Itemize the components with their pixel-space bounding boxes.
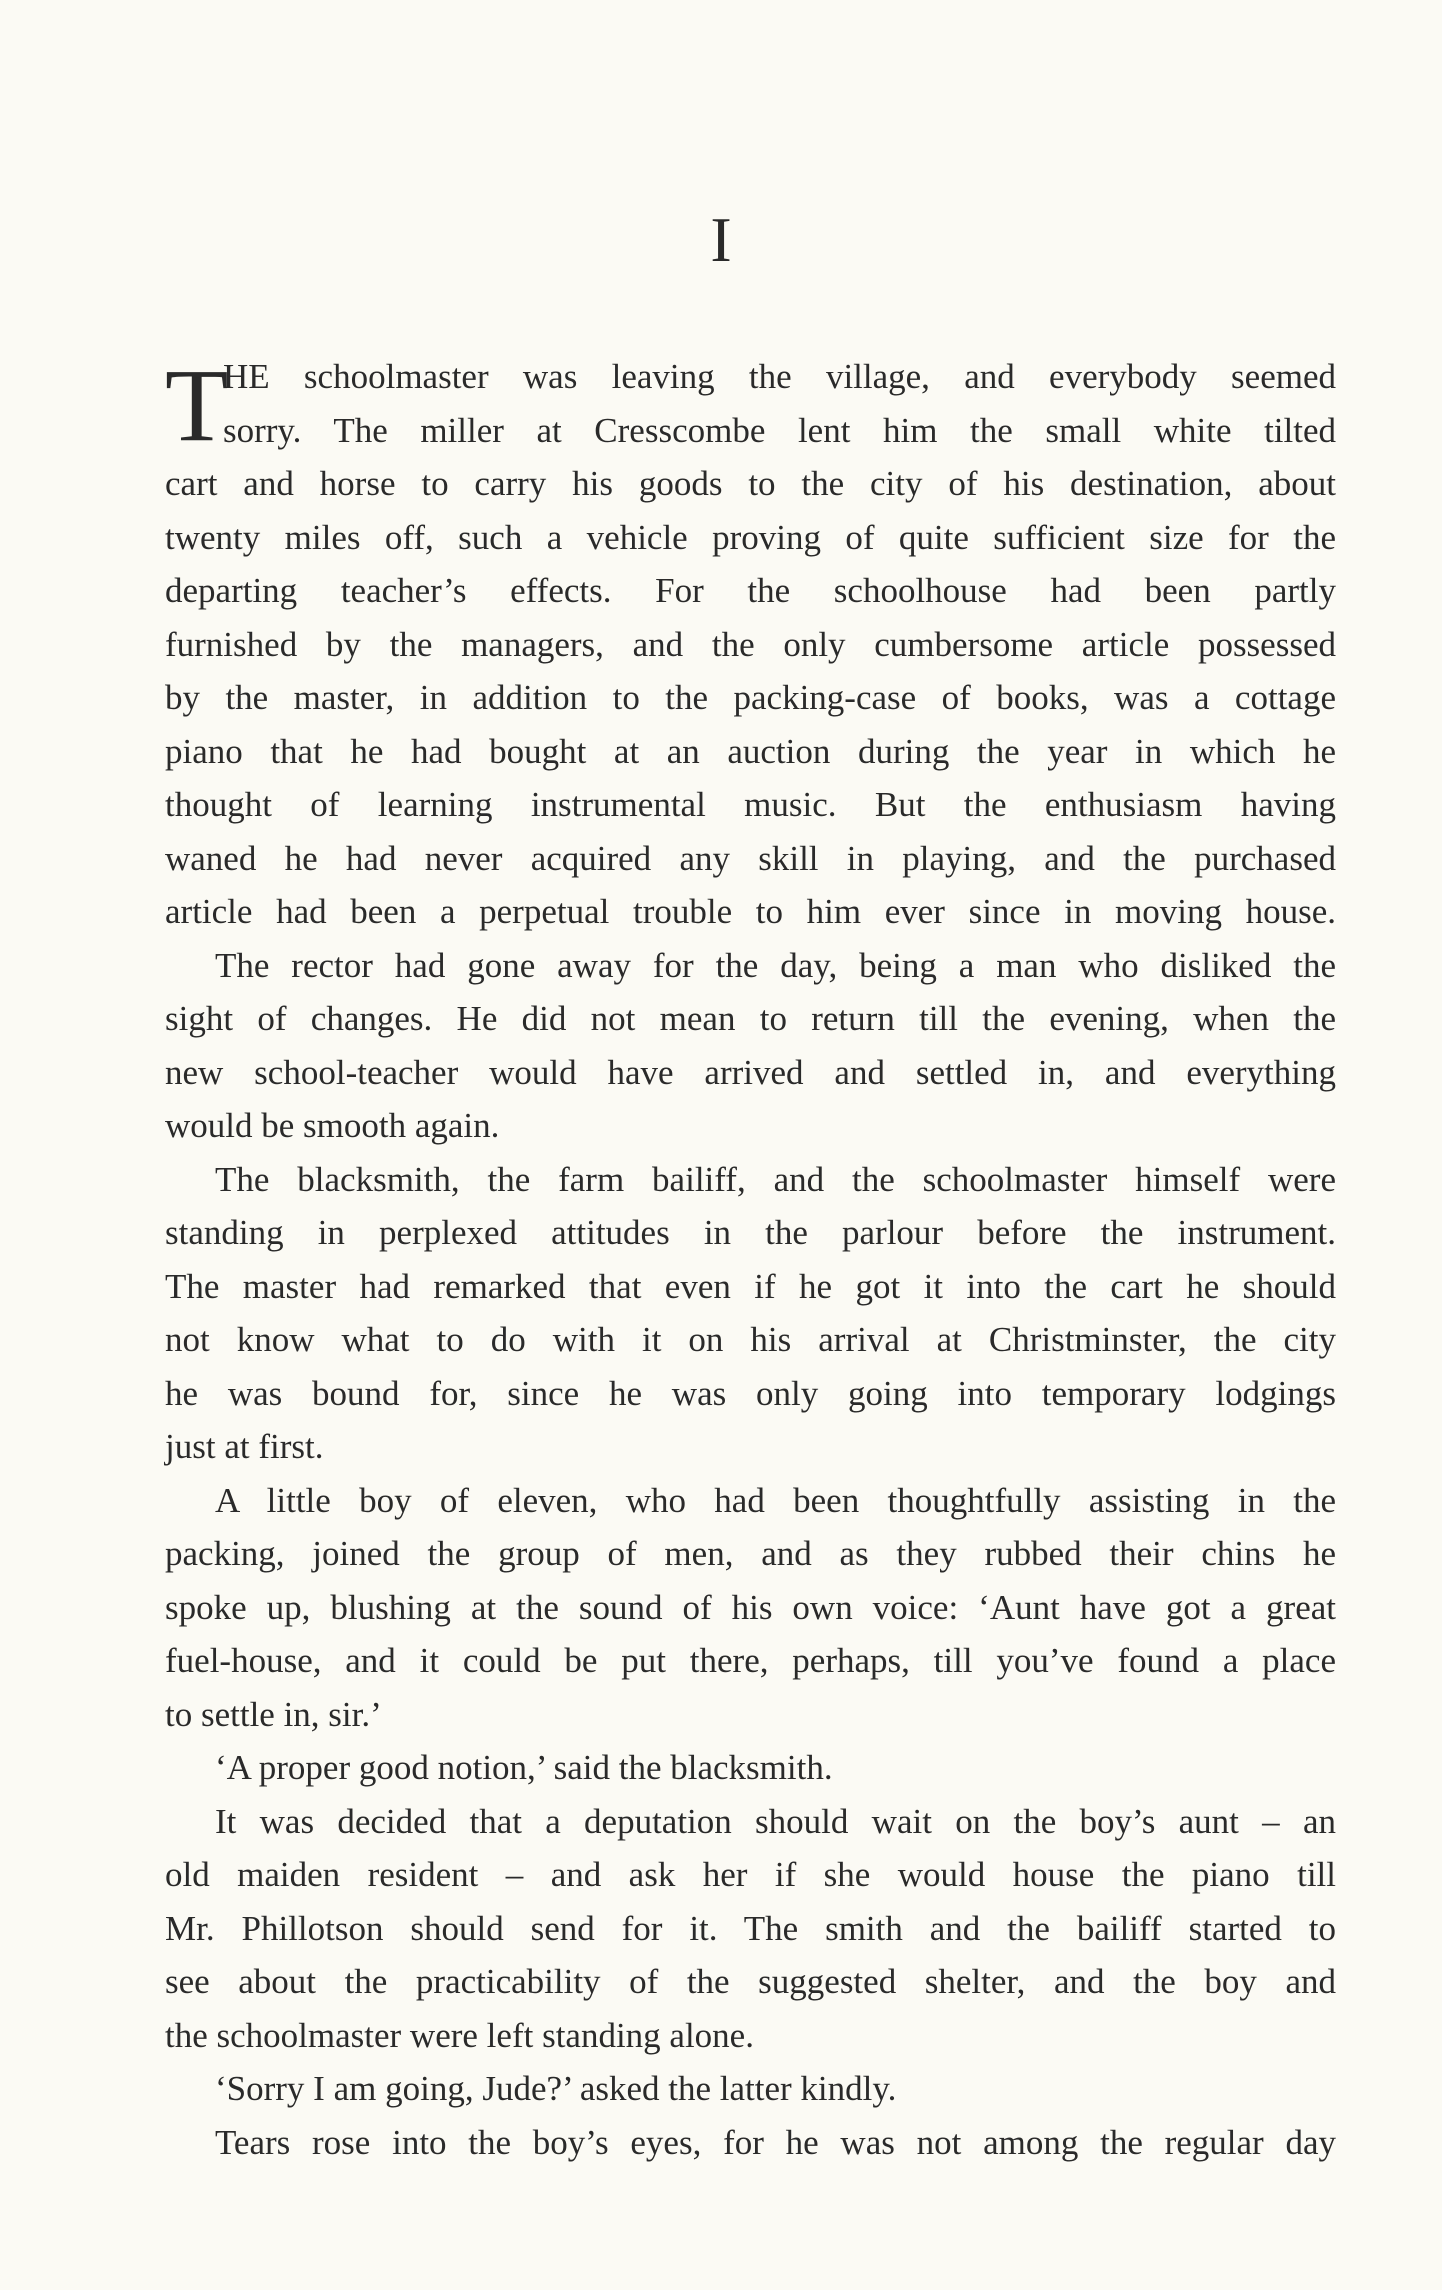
text-line: would be smooth again. (165, 1106, 500, 1145)
paragraph (165, 1153, 1336, 1474)
text-line: departing teacher’s effects. For the schoolhouse had been partly (165, 571, 1336, 610)
text-line: The blacksmith, the farm bailiff, and the schoolmaster himself were (215, 1159, 1336, 1199)
text-line: The master had remarked that even if he got it into the cart he should (165, 1266, 1336, 1306)
text-line: cart and horse to carry his goods to the city of his destination, about (165, 464, 1336, 503)
text-line: It was decided that a deputation should wait on the boy’s aunt – an (215, 1801, 1336, 1841)
text-line: thought of learning instrumental music. But the enthusiasm having (165, 785, 1336, 824)
text-line: ‘A proper good notion,’ said the blacksmith. (215, 1748, 833, 1787)
paragraph (165, 2116, 1336, 2170)
text-line: spoke up, blushing at the sound of his own voice: ‘Aunt have got a great (165, 1587, 1336, 1627)
text-line: The rector had gone away for the day, being a man who disliked the (215, 945, 1336, 985)
text-line: furnished by the managers, and the only cumbersome article possessed (165, 624, 1336, 664)
text-line: new school-teacher would have arrived and settled in, and everything (165, 1052, 1336, 1092)
text-line: piano that he had bought at an auction during the year in which he (165, 731, 1336, 771)
text-line: Mr. Phillotson should send for it. The smith and the bailiff started to (165, 1908, 1336, 1948)
text-line: A little boy of eleven, who had been thoughtfully assisting in the (215, 1480, 1336, 1520)
paragraph (165, 1741, 1336, 1795)
text-line: to settle in, sir.’ (165, 1694, 382, 1734)
paragraph (165, 1795, 1336, 2063)
text-line: packing, joined the group of men, and as they rubbed their chins he (165, 1534, 1336, 1573)
text-line: sorry. The miller at Cresscombe lent him the small white tilted (223, 410, 1336, 450)
text-line: ‘Sorry I am going, Jude?’ asked the latter kindly. (215, 2069, 897, 2108)
text-line: HE schoolmaster was leaving the village, and everybody seemed (223, 357, 1336, 396)
text-line: not know what to do with it on his arrival at Christminster, the city (165, 1320, 1336, 1359)
text-line: old maiden resident – and ask her if she would house the piano till (165, 1855, 1336, 1894)
text-line: by the master, in addition to the packing-case of books, was a cottage (165, 678, 1336, 717)
drop-cap: T (165, 348, 229, 463)
text-line: the schoolmaster were left standing alone. (165, 2015, 754, 2055)
text-line: fuel-house, and it could be put there, perhaps, till you’ve found a place (165, 1641, 1336, 1680)
text-line: he was bound for, since he was only going into temporary lodgings (165, 1373, 1336, 1413)
text-line: see about the practicability of the suggested shelter, and the boy and (165, 1962, 1336, 2001)
paragraph (165, 1474, 1336, 1742)
text-line: sight of changes. He did not mean to return till the evening, when the (165, 999, 1336, 1038)
paragraph (165, 350, 1336, 939)
text-line: Tears rose into the boy’s eyes, for he was not among the regular day (215, 2122, 1336, 2162)
text-line: twenty miles off, such a vehicle proving of quite sufficient size for the (165, 517, 1336, 557)
text-line: standing in perplexed attitudes in the parlour before the instrument. (165, 1213, 1336, 1252)
body-text (165, 350, 1336, 2169)
chapter-heading: I (710, 204, 732, 275)
paragraph (165, 2062, 1336, 2116)
paragraph (165, 939, 1336, 1153)
text-line: article had been a perpetual trouble to him ever since in moving house. (165, 892, 1336, 931)
text-line: just at first. (165, 1427, 324, 1466)
text-line: waned he had never acquired any skill in playing, and the purchased (165, 838, 1336, 878)
